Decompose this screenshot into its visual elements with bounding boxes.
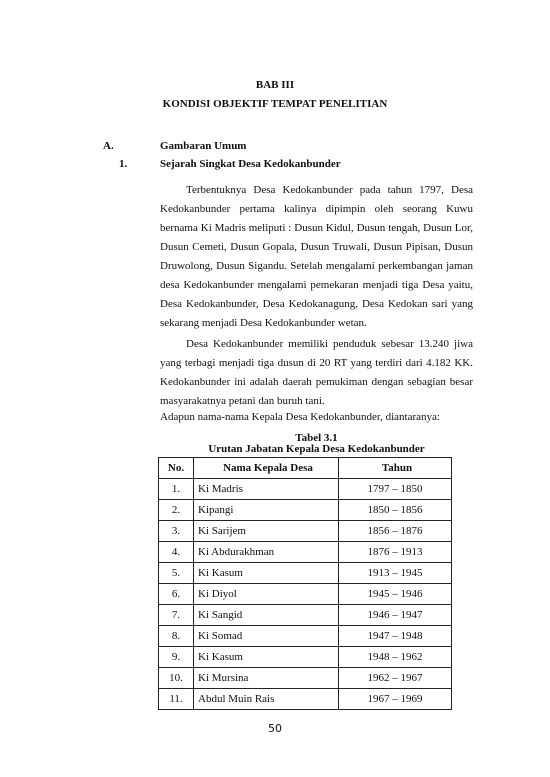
table-row: [159, 668, 452, 689]
row-year: 1913 – 1945: [339, 563, 452, 584]
section-title: Gambaran Umum: [160, 140, 247, 152]
paragraph-line: yang terbagi menjadi tiga dusun di 20 RT yang terdiri dari 4.182 KK.: [160, 357, 473, 369]
row-number: 10.: [159, 668, 194, 689]
table-header-row: [159, 458, 452, 479]
paragraph-line: Desa Kedokanbunder memiliki penduduk sebesar 13.240 jiwa: [186, 338, 473, 350]
paragraph-line: Kedokanbunder pertama kalinya dipimpin oleh seorang Kuwu: [160, 203, 473, 215]
village-heads-table: [158, 457, 452, 710]
table-row: [159, 563, 452, 584]
subsection-title: Sejarah Singkat Desa Kedokanbunder: [160, 158, 341, 170]
row-name: Ki Somad: [194, 626, 339, 647]
table-caption-title: Urutan Jabatan Kepala Desa Kedokanbunder: [208, 443, 425, 455]
paragraph-history: [160, 181, 473, 333]
row-number: 8.: [159, 626, 194, 647]
paragraph-line: Desa Kedokanbunder, Desa Kedokanagung, Desa Kedokan sari yang: [160, 298, 473, 310]
row-year: 1945 – 1946: [339, 584, 452, 605]
row-year: 1946 – 1947: [339, 605, 452, 626]
paragraph-line: masyarakatnya petani dan buruh tani.: [160, 395, 325, 407]
row-year: 1967 – 1969: [339, 689, 452, 710]
paragraph-line: Kedokanbunder ini adalah daerah pemukiman dengan sebagian besar: [160, 376, 473, 388]
row-number: 5.: [159, 563, 194, 584]
paragraph-line: Terbentuknya Desa Kedokanbunder pada tahun 1797, Desa: [186, 184, 473, 196]
table-row: [159, 647, 452, 668]
row-name: Ki Kasum: [194, 647, 339, 668]
header-name: Nama Kepala Desa: [194, 458, 339, 479]
row-name: Ki Kasum: [194, 563, 339, 584]
row-year: 1876 – 1913: [339, 542, 452, 563]
row-name: Kipangi: [194, 500, 339, 521]
row-number: 4.: [159, 542, 194, 563]
row-name: Abdul Muin Rais: [194, 689, 339, 710]
row-name: Ki Madris: [194, 479, 339, 500]
row-name: Ki Sangid: [194, 605, 339, 626]
paragraph-line: desa Kedokanbunder mengalami pemekaran menjadi tiga Desa yaitu,: [160, 279, 473, 291]
row-year: 1948 – 1962: [339, 647, 452, 668]
row-number: 11.: [159, 689, 194, 710]
row-number: 3.: [159, 521, 194, 542]
table-row: [159, 521, 452, 542]
paragraph-line: Druwolong, Dusun Sigandu. Setelah mengalami perkembangan jaman: [160, 260, 473, 272]
paragraph-line: Dusun Cemeti, Dusun Gopala, Dusun Truwali, Dusun Pipisan, Dusun: [160, 241, 473, 253]
row-name: Ki Sarijem: [194, 521, 339, 542]
section-letter: A.: [103, 140, 114, 152]
paragraph-population: [160, 335, 473, 411]
table-row: [159, 542, 452, 563]
row-number: 2.: [159, 500, 194, 521]
row-name: Ki Diyol: [194, 584, 339, 605]
row-number: 6.: [159, 584, 194, 605]
subsection-number: 1.: [119, 158, 128, 170]
table-row: [159, 689, 452, 710]
table-caption-number: Tabel 3.1: [295, 432, 338, 444]
row-year: 1797 – 1850: [339, 479, 452, 500]
row-year: 1856 – 1876: [339, 521, 452, 542]
row-year: 1947 – 1948: [339, 626, 452, 647]
row-number: 7.: [159, 605, 194, 626]
page-number: 50: [268, 722, 282, 735]
table-row: [159, 479, 452, 500]
paragraph-intro-table: Adapun nama-nama Kepala Desa Kedokanbunder, diantaranya:: [160, 411, 440, 423]
table-row: [159, 500, 452, 521]
row-name: Ki Mursina: [194, 668, 339, 689]
row-year: 1962 – 1967: [339, 668, 452, 689]
header-no: No.: [159, 458, 194, 479]
paragraph-line: bernama Ki Madris meliputi : Dusun Kidul, Dusun tengah, Dusun Lor,: [160, 222, 473, 234]
table-row: [159, 605, 452, 626]
row-number: 1.: [159, 479, 194, 500]
row-name: Ki Abdurakhman: [194, 542, 339, 563]
row-year: 1850 – 1856: [339, 500, 452, 521]
table-row: [159, 626, 452, 647]
chapter-heading: BAB III: [255, 79, 295, 91]
header-year: Tahun: [339, 458, 452, 479]
table-row: [159, 584, 452, 605]
chapter-title: KONDISI OBJEKTIF TEMPAT PENELITIAN: [162, 98, 388, 110]
paragraph-line: sekarang menjadi Desa Kedokanbunder wetan.: [160, 317, 367, 329]
row-number: 9.: [159, 647, 194, 668]
